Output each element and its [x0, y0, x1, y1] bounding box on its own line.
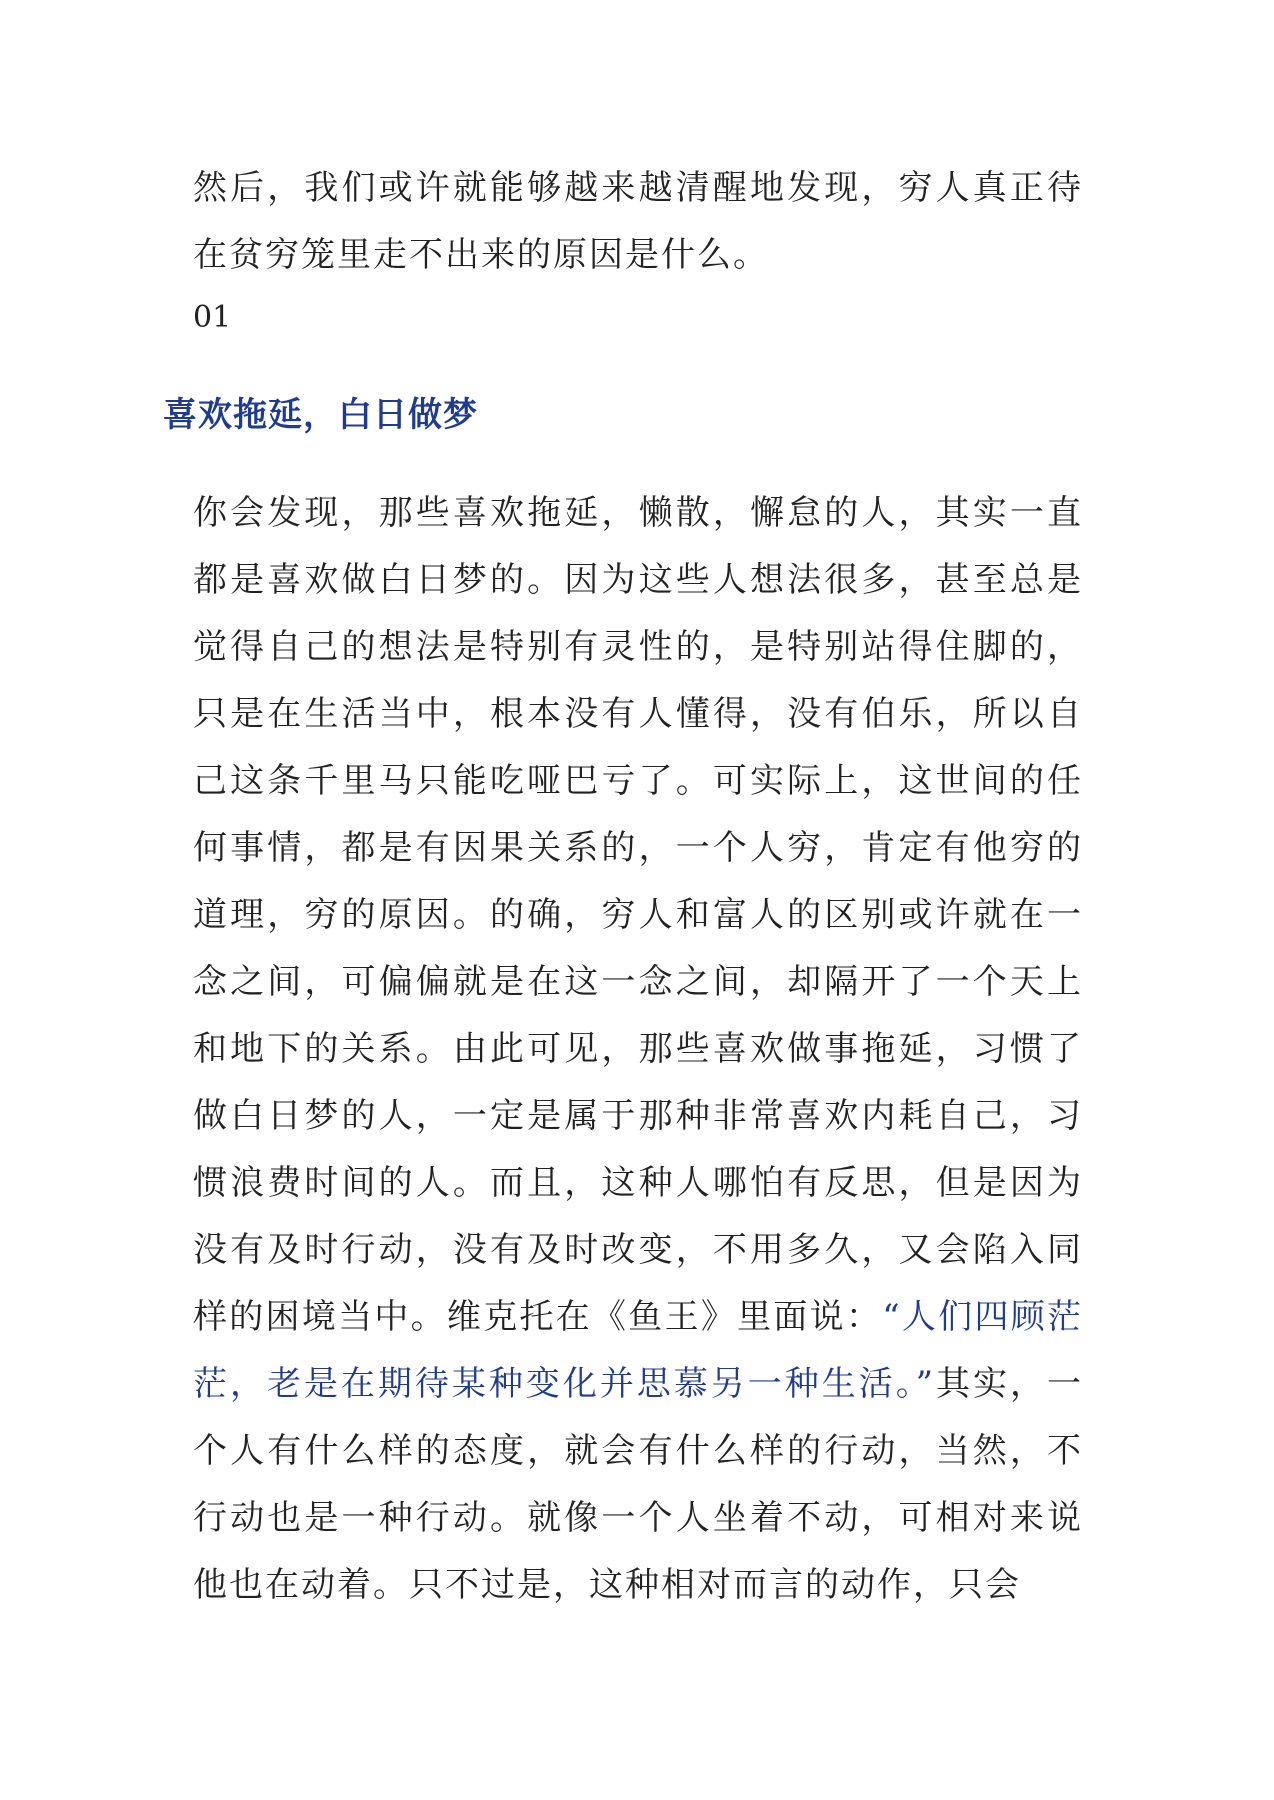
section-heading: 喜欢拖延，白日做梦	[163, 395, 478, 435]
section-number: 01	[193, 300, 232, 335]
body-text-after-quote: 其实，一个人有什么样的态度，就会有什么样的行动，当然，不行动也是一种行动。就像一个人坐着不动，可相对来说他也在动着。只不过是，这种相对而言的动作，只会	[193, 1364, 1083, 1605]
intro-paragraph: 然后，我们或许就能够越来越清醒地发现，穷人真正待在贫穷笼里走不出来的原因是什么。	[193, 168, 1083, 275]
highlighted-quote: “人们四顾茫茫，老是在期待某种变化并思慕另一种生活。”	[193, 1297, 1083, 1404]
body-text-before-quote: 你会发现，那些喜欢拖延，懒散，懈怠的人，其实一直都是喜欢做白日梦的。因为这些人想法很多，甚至总是觉得自己的想法是特别有灵性的，是特别站得住脚的，只是在生活当中，根本没有人懂得，没有伯乐，所以自己这条千里马只能吃哑巴亏了。可实际上，这世间的任何事情，都是有因果关系的，一个人穷，肯定有他穷的道理，穷的原因。的确，穷人和富人的区别或许就在一念之间，可偏偏就是在这一念之间，却隔开了一个天上和地下的关系。由此可见，那些喜欢做事拖延，习惯了做白日梦的人，一定是属于那种非常喜欢内耗自己，习惯浪费时间的人。而且，这种人哪怕有反思，但是因为没有及时行动，没有及时改变，不用多久，又会陷入同样的困境当中。维克托在《鱼王》里面说：	[193, 493, 1083, 1337]
body-paragraph	[193, 480, 1083, 1619]
